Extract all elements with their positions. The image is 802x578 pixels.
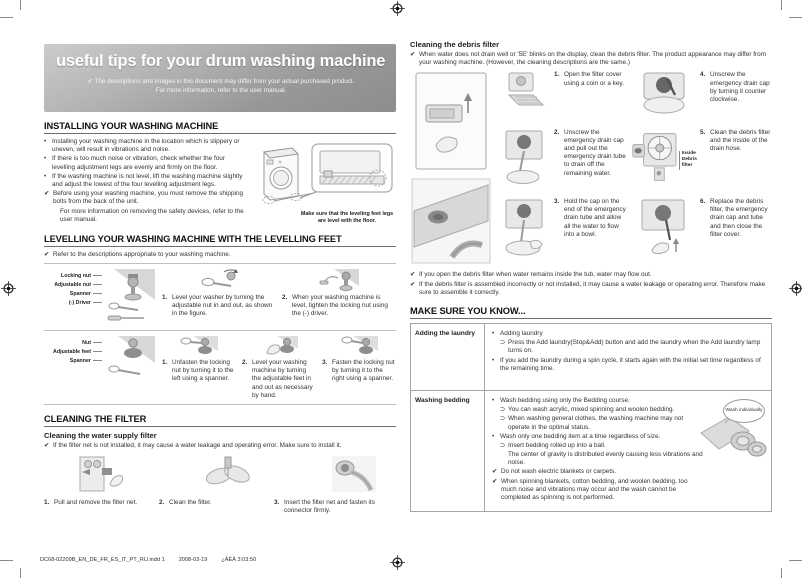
step-text: Unfasten the locking nut by turning it to the left using a spanner. bbox=[172, 359, 234, 383]
levelling-row2-step3 bbox=[322, 335, 396, 384]
know-table bbox=[410, 323, 772, 512]
list-text: Insert bedding rolled up into a ball. bbox=[508, 441, 606, 449]
filter-cover-closeup-illustration bbox=[410, 177, 492, 265]
list-text: If the debris filter is assembled incorrectly or not installed, it may cause a water leakage or operating error. Therefore make sure to assemble it correctly. bbox=[419, 280, 766, 296]
step-text: Open the filter cover using a coin or a key. bbox=[564, 71, 624, 87]
list-text: For more information on removing the safety devices, refer to the user manual. bbox=[60, 207, 244, 223]
crop-mark-top-right-v bbox=[781, 0, 782, 10]
debris-step2-image bbox=[497, 129, 551, 192]
list-item bbox=[492, 451, 704, 467]
bedding-figure bbox=[695, 399, 767, 461]
water-filter-step-3 bbox=[274, 499, 389, 515]
washer-leveling-illustration bbox=[254, 138, 396, 210]
crop-mark-bottom-right-v bbox=[781, 568, 782, 578]
know-row2-content bbox=[485, 391, 771, 511]
list-marker: • bbox=[492, 432, 495, 440]
part-label: Adjustable nut bbox=[44, 281, 102, 290]
left-column bbox=[44, 44, 396, 516]
debris-step6 bbox=[700, 198, 774, 265]
list-text: Before using your washing machine, you must remove the shipping bolts from the back of the unit. bbox=[53, 190, 244, 206]
adjustable-feet-parts-illustration bbox=[104, 335, 156, 387]
debris-steps-grid bbox=[410, 71, 772, 265]
know-row1-label: Adding the laundry bbox=[411, 324, 485, 390]
list-marker: ✔ bbox=[44, 190, 50, 198]
water-filter-subtitle: Cleaning the water supply filter bbox=[44, 431, 157, 440]
step-number: 1. bbox=[162, 359, 168, 367]
list-text: When spinning blankets, cotton bedding, and woolen bedding, too much noise and vibrations may occur and the wash cannot be completed as spinning is not performed. bbox=[501, 477, 688, 501]
step-number: 1. bbox=[44, 499, 50, 507]
levelling-row1-labels bbox=[44, 268, 102, 308]
water-filter-note bbox=[44, 442, 396, 450]
footer-time: ¿ÀÈÄ 3:03:50 bbox=[221, 557, 257, 563]
part-label: Nut bbox=[44, 339, 102, 348]
levelling-row1-step1 bbox=[162, 268, 276, 319]
list-item bbox=[492, 415, 704, 431]
debris-step3-image bbox=[497, 198, 551, 265]
check-marker: ✔ bbox=[410, 280, 416, 288]
wash-individually-bubble: Wash individually bbox=[723, 399, 765, 423]
list-item bbox=[44, 138, 248, 154]
levelling-row2-step1 bbox=[162, 335, 236, 384]
spanner-left-icon bbox=[179, 335, 219, 357]
list-marker: ⊃ bbox=[500, 415, 506, 423]
list-text: Installing your washing machine in the location which is slippery or uneven, will result in vibrations and noise. bbox=[52, 138, 240, 154]
registration-mark-right-icon bbox=[789, 281, 802, 296]
list-text: If there is too much noise or vibration, check whether the four levelling adjustment legs are evenly and firmly on the floor. bbox=[52, 155, 225, 171]
step-number: 5. bbox=[700, 128, 706, 136]
levelling-row1-diagram bbox=[44, 268, 156, 326]
list-item bbox=[492, 468, 704, 476]
water-filter-note-text: If the filter net is not installed, it may cause a water leakage and operating error. Make sure to install it. bbox=[53, 442, 342, 449]
list-item bbox=[492, 478, 704, 503]
step-number: 2. bbox=[554, 128, 560, 136]
unscrew-cap-illustration bbox=[636, 71, 692, 117]
crop-mark-bottom-left-h bbox=[0, 560, 13, 561]
debris-step4 bbox=[700, 71, 774, 122]
divider bbox=[44, 263, 396, 264]
debris-step4-image bbox=[631, 71, 697, 122]
section-know-title: MAKE SURE YOU KNOW... bbox=[410, 305, 526, 316]
list-marker: ⊃ bbox=[500, 406, 506, 414]
list-marker: • bbox=[44, 172, 47, 180]
step-number: 3. bbox=[322, 359, 328, 367]
check-marker: ✔ bbox=[410, 271, 416, 279]
water-filter-steps bbox=[44, 499, 396, 515]
title-banner bbox=[44, 44, 396, 112]
step-number: 6. bbox=[700, 198, 706, 206]
banner-note: ✔ The descriptions and images in this document may differ from your actual purchased product. For more information, refer to the user manual. bbox=[87, 78, 355, 94]
crop-mark-top-left-h bbox=[0, 17, 13, 18]
levelling-row-1 bbox=[44, 268, 396, 326]
step-text: Level your washer by turning the adjustable nut in and out, as shown in the figure. bbox=[172, 294, 273, 318]
leveling-feet-parts-illustration bbox=[104, 268, 156, 326]
section-rule bbox=[44, 133, 396, 134]
list-item bbox=[492, 330, 766, 338]
debris-step6-image bbox=[631, 198, 697, 265]
footer-date: 2008-03-19 bbox=[178, 557, 208, 563]
step-text: Unscrew the emergency drain cap and pull out the emergency drain tube to drain off the remaining water. bbox=[564, 128, 626, 177]
list-text: Do not wash electric blankets or carpets. bbox=[501, 468, 617, 476]
step-number: 2. bbox=[242, 359, 248, 367]
know-row-washing-bedding bbox=[411, 390, 771, 511]
list-text: When washing general clothes, the washing machine may not operate in the optimal status. bbox=[508, 415, 684, 431]
spanner-right-icon bbox=[339, 335, 379, 357]
replace-filter-illustration bbox=[636, 198, 692, 258]
step-number: 1. bbox=[162, 294, 168, 302]
part-label: Adjustable feet bbox=[44, 348, 102, 357]
registration-mark-top-icon bbox=[390, 1, 405, 16]
step-text: Hold the cap on the end of the emergency drain tube and allow all the water to flow into a bowl. bbox=[564, 198, 626, 238]
registration-mark-bottom-icon bbox=[390, 555, 405, 570]
step-number: 3. bbox=[554, 198, 560, 206]
list-text: Wash only one bedding item at a time regardless of size. bbox=[500, 432, 661, 440]
open-filter-cover-illustration bbox=[410, 71, 492, 173]
right-column bbox=[410, 40, 772, 512]
water-filter-step-1 bbox=[44, 499, 159, 515]
debris-note bbox=[410, 51, 772, 67]
section-installing bbox=[44, 121, 396, 225]
part-label: Locking nut bbox=[44, 272, 102, 281]
footer-filename: DC68-02209B_EN_DE_FR_ES_IT_PT_RU.indd 1 bbox=[40, 557, 165, 563]
list-text: You can wash acrylic, mixed spinning and woolen bedding. bbox=[508, 406, 675, 414]
debris-step1-image bbox=[497, 71, 551, 122]
debris-filter-inside-illustration bbox=[631, 129, 678, 185]
levelling-row2-labels bbox=[44, 335, 102, 366]
levelling-row1-step2 bbox=[282, 268, 396, 319]
section-cleaning-filter bbox=[44, 414, 396, 516]
list-item bbox=[492, 442, 704, 450]
label-line: filter bbox=[681, 163, 693, 169]
step-text: When your washing machine is level, tighten the locking nut using the (-) driver. bbox=[292, 294, 388, 318]
water-filter-figures bbox=[44, 451, 396, 496]
water-filter-step-2 bbox=[159, 499, 274, 515]
crop-mark-bottom-right-h bbox=[789, 560, 802, 561]
levelling-note-text: Refer to the descriptions appropriate to your washing machine. bbox=[53, 250, 231, 258]
levelling-row2-step2 bbox=[242, 335, 316, 400]
part-label: Spanner bbox=[44, 357, 102, 366]
part-label: Spanner bbox=[44, 290, 102, 299]
step-text: Replace the debris filter, the emergency drain cap and tube and then close the filter cover. bbox=[710, 198, 768, 238]
step-text: Unscrew the emergency drain cap by turning it counter clockwise. bbox=[710, 71, 770, 103]
step-text: Insert the filter net and fasten its connector firmly. bbox=[284, 499, 375, 515]
insert-filter-net-illustration bbox=[330, 454, 378, 494]
debris-step1 bbox=[554, 71, 628, 122]
levelling-row-2 bbox=[44, 335, 396, 400]
debris-main-illustration bbox=[410, 71, 494, 265]
section-rule bbox=[44, 426, 396, 427]
know-row-adding-laundry bbox=[411, 324, 771, 390]
label-line: Inside bbox=[681, 151, 696, 157]
crop-mark-bottom-left-v bbox=[20, 568, 21, 578]
debris-note-text: When water does not drain well or '5E' blinks on the display, clean the debris filter. The product appearance may differ from your washing machine. (However, the cleaning descriptions are the same.) bbox=[419, 51, 767, 67]
list-text: Press the Add laundry(Stop&Add) button and add the laundry when the Add laundry lamp turns on. bbox=[508, 339, 761, 355]
list-text: Wash bedding using only the Bedding course. bbox=[500, 396, 630, 404]
installing-bullets bbox=[44, 138, 248, 225]
section-levelling-title: LEVELLING YOUR WASHING MACHINE WITH THE LEVELLING FEET bbox=[44, 233, 342, 244]
list-text: If you open the debris filter when water remains inside the tub, water may flow out. bbox=[419, 271, 652, 279]
step-text: Pull and remove the filter net. bbox=[54, 499, 138, 507]
hold-cap-bowl-illustration bbox=[498, 198, 550, 260]
list-item bbox=[44, 155, 248, 171]
section-know bbox=[410, 306, 772, 512]
section-rule bbox=[44, 246, 396, 247]
print-footer bbox=[40, 557, 270, 563]
label-line: Debris bbox=[681, 157, 697, 163]
list-text: Adding laundry bbox=[500, 329, 543, 337]
list-marker: • bbox=[492, 396, 495, 404]
list-item bbox=[410, 271, 772, 279]
list-marker: • bbox=[492, 329, 495, 337]
page-title: useful tips for your drum washing machine bbox=[56, 52, 386, 70]
registration-mark-left-icon bbox=[1, 281, 16, 296]
part-label: (-) Driver bbox=[44, 299, 102, 308]
spanner-turn-icon bbox=[198, 268, 240, 292]
hand-turn-foot-icon bbox=[259, 335, 299, 357]
step-number: 3. bbox=[274, 499, 280, 507]
divider bbox=[44, 330, 396, 331]
list-marker: ✔ bbox=[492, 468, 498, 476]
list-item bbox=[44, 208, 248, 224]
debris-step2 bbox=[554, 129, 628, 192]
check-marker: ✔ bbox=[410, 51, 416, 58]
drain-tube-bowl-illustration bbox=[498, 129, 550, 187]
know-row1-content bbox=[485, 324, 771, 390]
installing-figure bbox=[254, 138, 396, 225]
debris-title: Cleaning the debris filter bbox=[410, 40, 500, 49]
inside-debris-filter-label bbox=[679, 151, 697, 169]
list-item bbox=[44, 190, 248, 206]
list-text: The center of gravity is distributed evenly causing less vibrations and noise. bbox=[508, 451, 703, 467]
list-marker: • bbox=[44, 155, 47, 163]
debris-step5-image bbox=[631, 129, 697, 192]
list-item bbox=[492, 357, 766, 373]
step-text: Level your washing machine by turning the adjustable feet in and out as necessary by hand. bbox=[252, 359, 313, 399]
section-rule bbox=[410, 318, 772, 319]
list-item bbox=[410, 281, 772, 297]
filter-cover-open-illustration bbox=[501, 71, 547, 111]
levelling-note bbox=[44, 251, 396, 259]
step-number: 1. bbox=[554, 71, 560, 79]
debris-step3 bbox=[554, 198, 628, 265]
step-number: 2. bbox=[282, 294, 288, 302]
know-row2-items bbox=[492, 397, 704, 502]
list-marker: • bbox=[492, 356, 495, 364]
section-levelling bbox=[44, 234, 396, 405]
list-marker: ⊃ bbox=[500, 339, 506, 347]
step-number: 4. bbox=[700, 71, 706, 79]
levelling-row2-diagram bbox=[44, 335, 156, 387]
list-text: If you add the laundry during a spin cycle, it starts again with the initial set time regardless of the remaining time. bbox=[500, 356, 761, 372]
crop-mark-top-left-v bbox=[20, 0, 21, 10]
check-marker: ✔ bbox=[44, 250, 50, 258]
driver-tighten-icon bbox=[318, 268, 360, 292]
step-text: Fasten the locking nut by turning it to the right using a spanner. bbox=[332, 359, 395, 383]
step-text: Clean the debris filter and the inside of the drain hose. bbox=[710, 128, 771, 153]
list-item bbox=[492, 433, 704, 441]
list-item bbox=[44, 173, 248, 189]
pull-filter-net-illustration bbox=[78, 454, 126, 494]
list-item bbox=[492, 406, 704, 414]
list-item bbox=[492, 339, 766, 355]
list-text: If the washing machine is not level, lift the washing machine slightly and adjust the lowest of the four levelling adjustment legs. bbox=[52, 172, 243, 188]
crop-mark-top-right-h bbox=[789, 17, 802, 18]
section-cleaning-title: CLEANING THE FILTER bbox=[44, 414, 147, 424]
debris-notes bbox=[410, 271, 772, 297]
clean-filter-illustration bbox=[204, 454, 252, 494]
check-marker: ✔ bbox=[44, 442, 50, 449]
list-marker: ⊃ bbox=[500, 441, 506, 449]
list-item bbox=[492, 397, 704, 405]
divider bbox=[44, 404, 396, 405]
know-row2-label: Washing bedding bbox=[411, 391, 485, 511]
debris-step5 bbox=[700, 129, 774, 192]
step-number: 2. bbox=[159, 499, 165, 507]
step-text: Clean the filter. bbox=[169, 499, 212, 507]
list-marker: • bbox=[44, 138, 47, 145]
section-installing-title: INSTALLING YOUR WASHING MACHINE bbox=[44, 121, 219, 131]
installing-figure-caption: Make sure that the leveling feet legs are level with the floor. bbox=[300, 211, 394, 224]
list-marker: ✔ bbox=[492, 477, 498, 485]
